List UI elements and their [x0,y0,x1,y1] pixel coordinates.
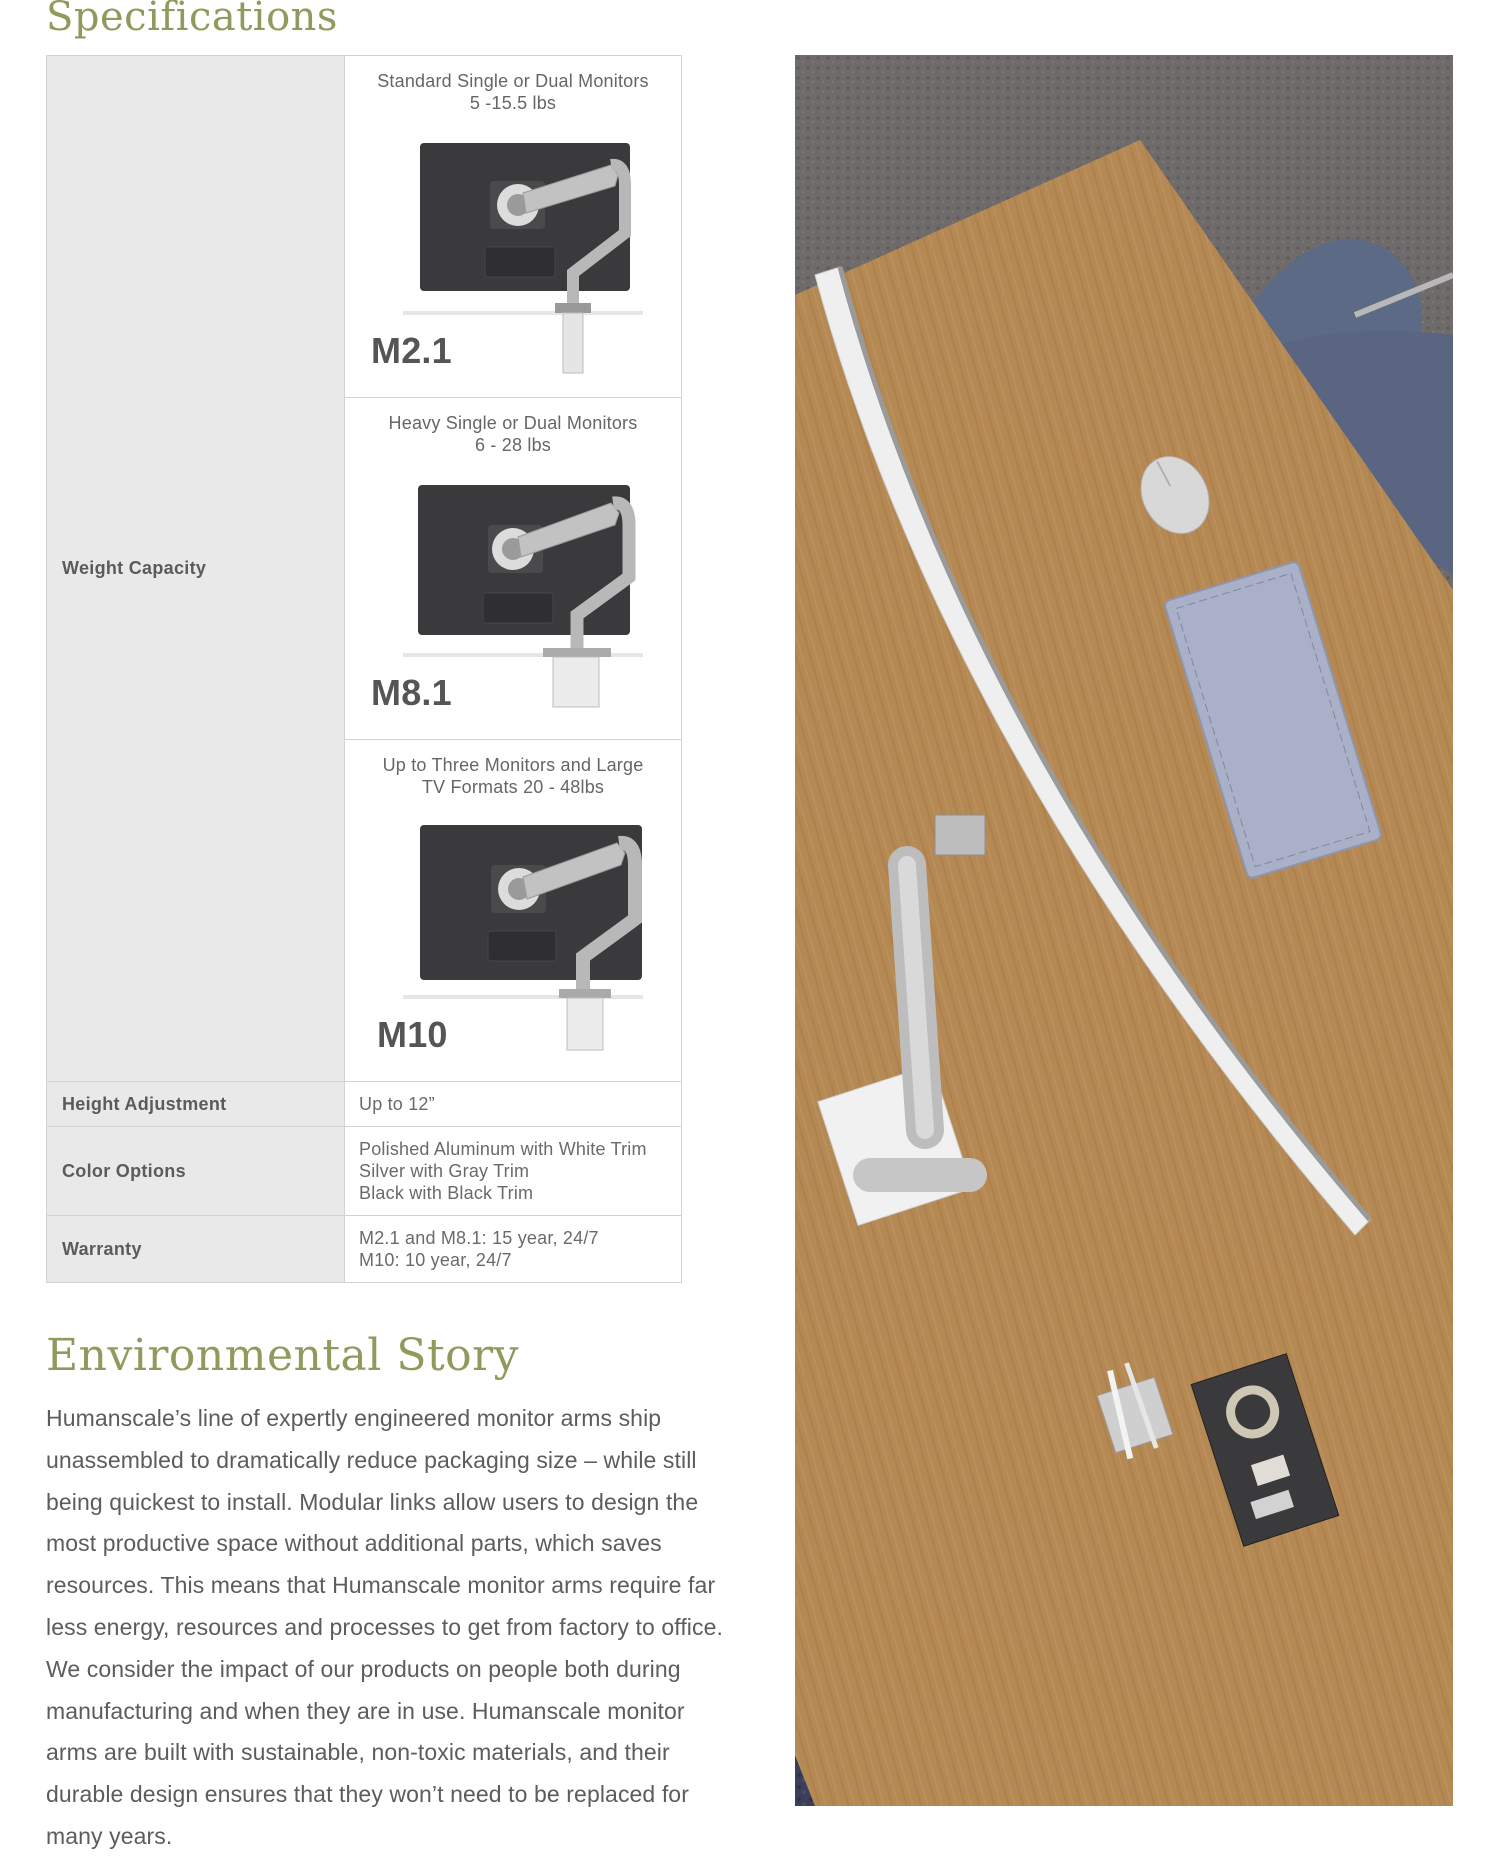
model-name: M8.1 [371,672,452,713]
monitor-arm-illustration [363,123,663,378]
model-name: M2.1 [371,330,452,371]
warranty-label: Warranty [47,1216,345,1283]
color-options-values [345,1127,682,1216]
warranty-line: M2.1 and M8.1: 15 year, 24/7 [359,1228,599,1248]
specifications-heading: Specifications [46,0,338,40]
model-caption: Up to Three Monitors and Large TV Formats 20 - 48lbs [382,755,644,797]
color-option: Polished Aluminum with White Trim [359,1139,647,1159]
model-caption: Heavy Single or Dual Monitors 6 - 28 lbs [388,413,638,455]
weight-capacity-row-1 [47,56,682,398]
desk-photo [795,55,1453,1806]
warranty-row [47,1216,682,1283]
monitor-arm-illustration [363,465,663,720]
color-option: Black with Black Trim [359,1183,534,1203]
model-cell-m10 [345,740,682,1082]
environmental-story-heading: Environmental Story [46,1330,520,1381]
color-options-row [47,1127,682,1216]
model-name: M10 [377,1014,448,1055]
height-adjustment-row [47,1082,682,1127]
warranty-line: M10: 10 year, 24/7 [359,1250,512,1270]
height-adjustment-value: Up to 12” [345,1082,682,1127]
model-cell-m8-1 [345,398,682,740]
monitor-arm-illustration [363,807,663,1062]
specifications-table [46,55,682,1283]
model-cell-m2-1 [345,56,682,398]
environmental-story-body: Humanscale’s line of expertly engineered monitor arms ship unassembled to dramatically reduce packaging size – while still being quickest to install. Modular links allow users to design the most productive space without additional parts, which saves resources. This means that Humanscale monitor arms require far less energy, resources and processes to get from factory to office. We consider the impact of our products on people both during manufacturing and when they are in use. Humanscale monitor arms are built with sustainable, non-toxic materials, and their durable design ensures that they won’t need to be replaced for many years. [46,1405,724,1849]
weight-capacity-label: Weight Capacity [47,56,345,1082]
warranty-values [345,1216,682,1283]
height-adjustment-label: Height Adjustment [47,1082,345,1127]
color-option: Silver with Gray Trim [359,1161,530,1181]
color-options-label: Color Options [47,1127,345,1216]
model-caption: Standard Single or Dual Monitors 5 -15.5 lbs [377,71,649,113]
